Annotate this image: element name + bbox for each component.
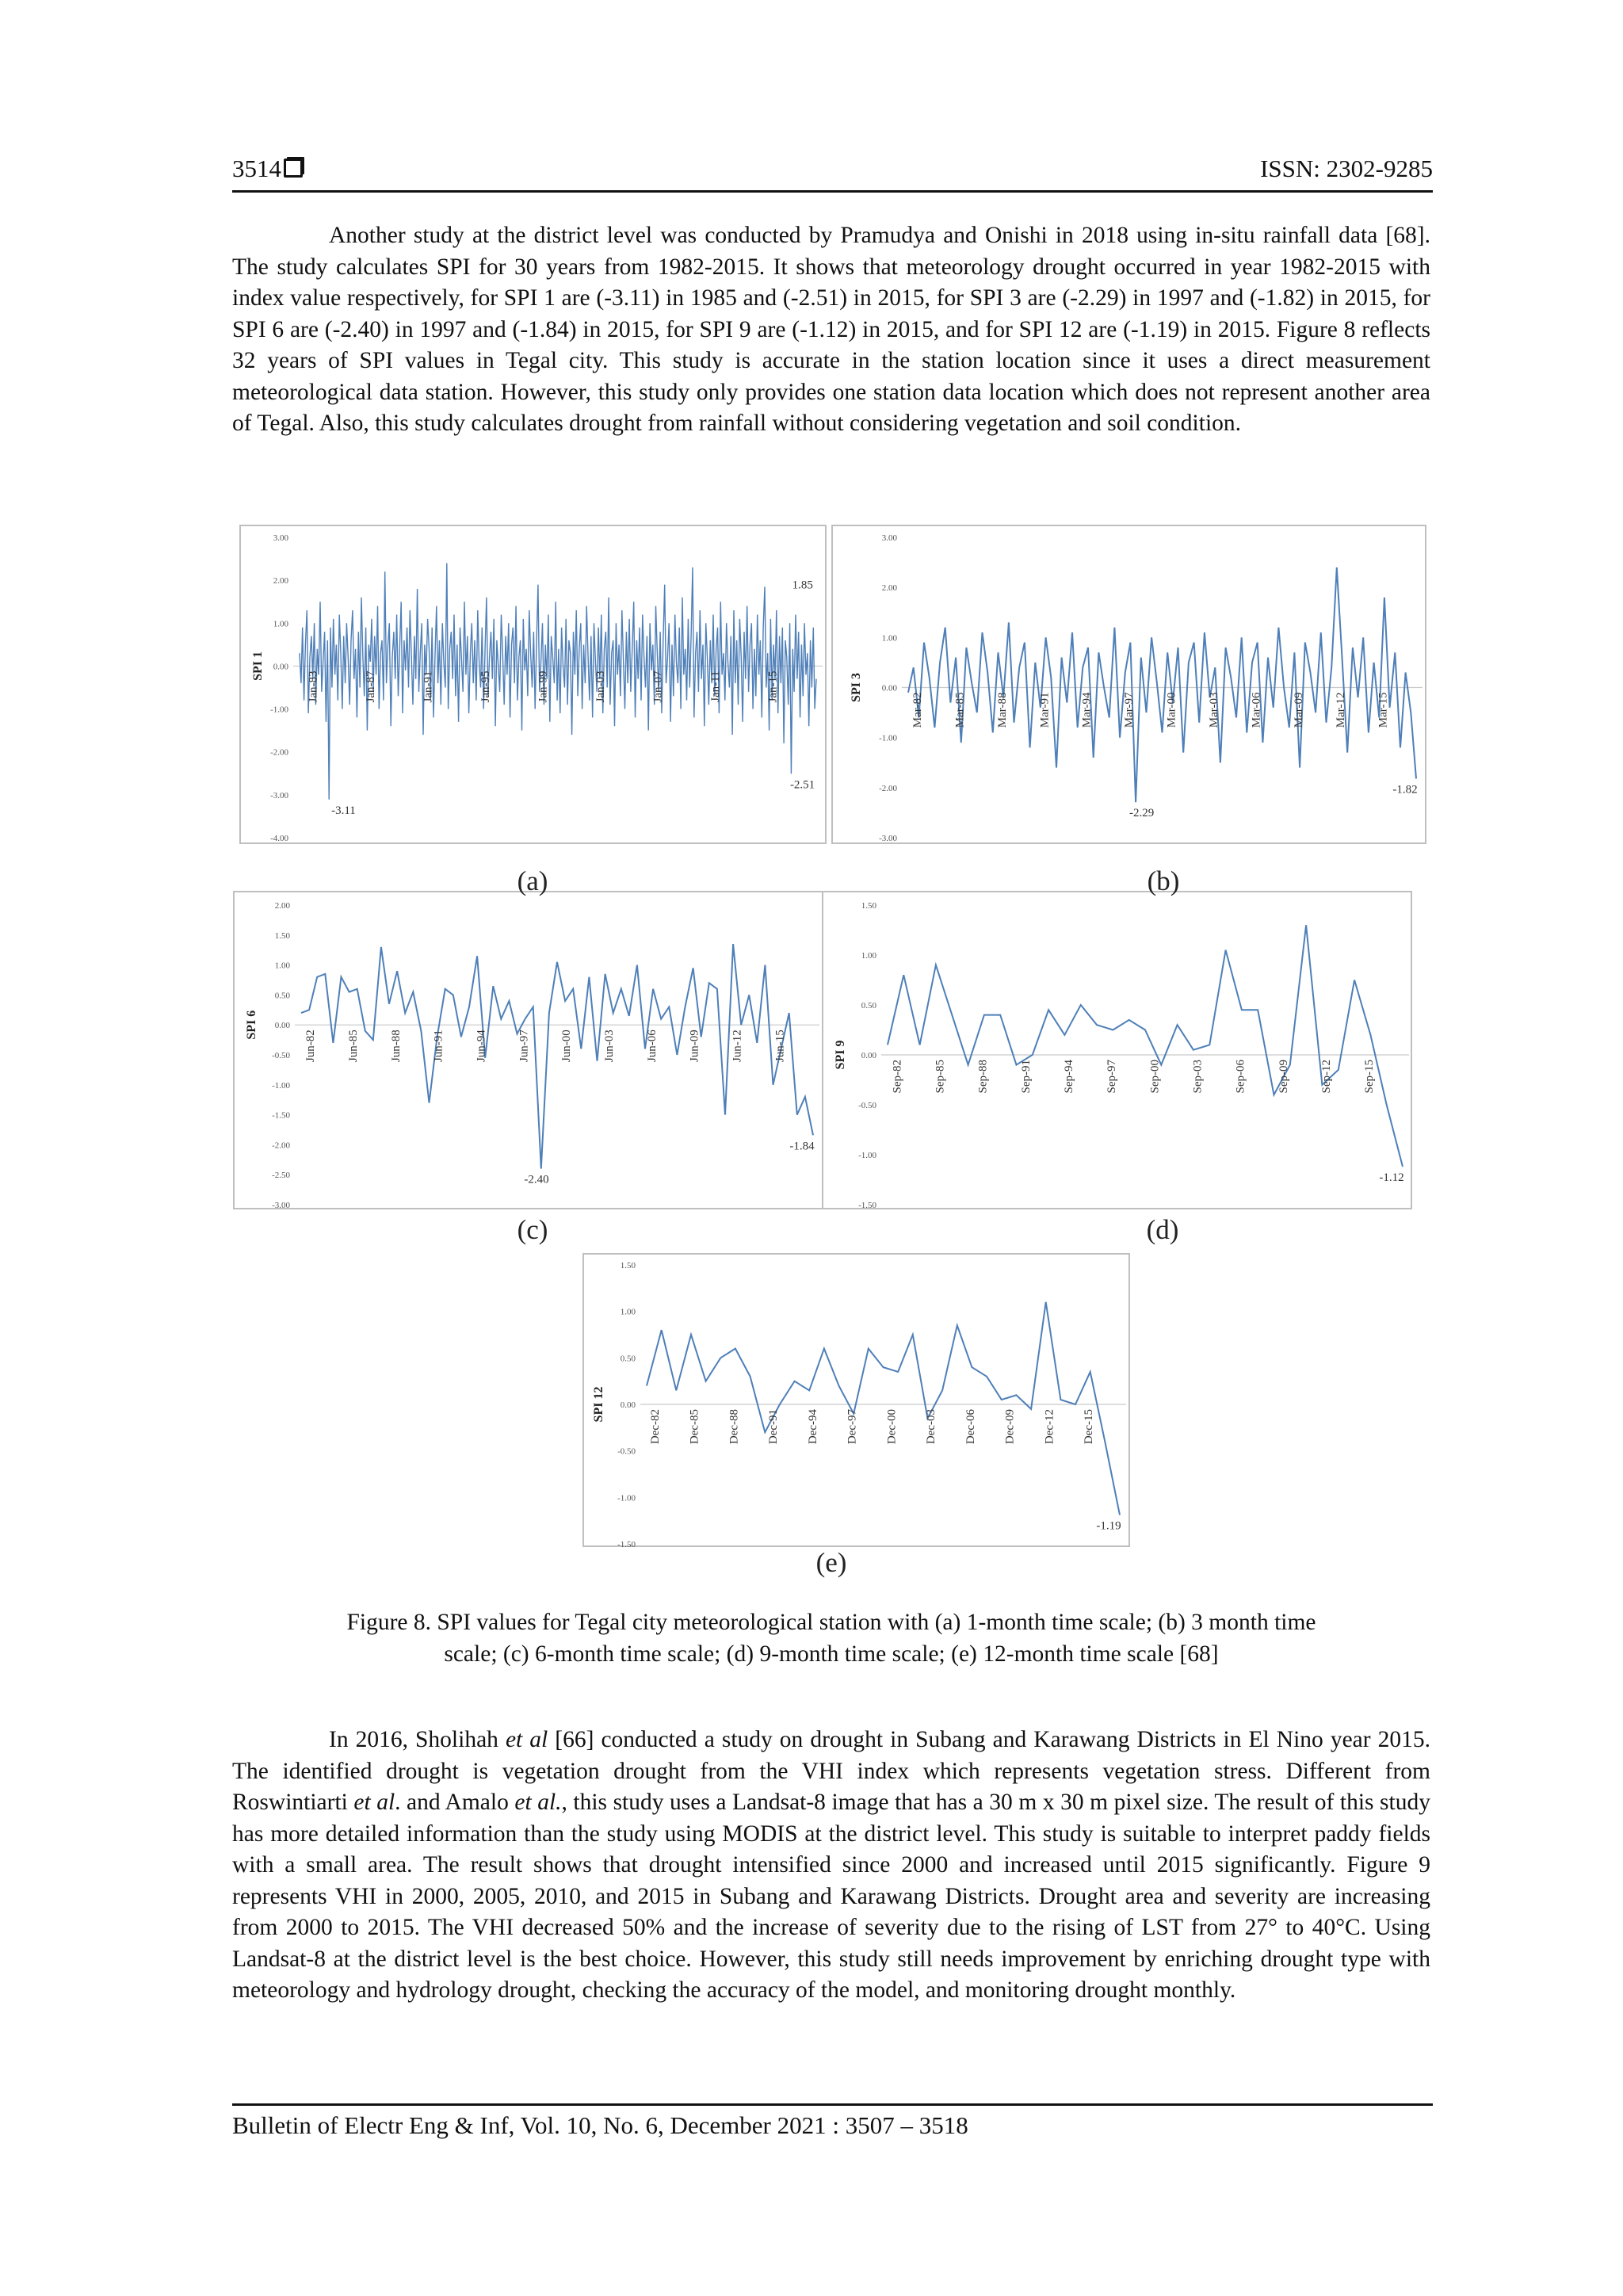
y-tick-label: -1.50 xyxy=(272,1110,290,1121)
y-tick-label: -2.00 xyxy=(879,783,897,793)
y-tick-label: 0.50 xyxy=(274,991,290,1001)
y-tick-label: -1.50 xyxy=(858,1201,876,1210)
y-axis-label: SPI 9 xyxy=(834,1040,847,1070)
x-tick-label: Mar-03 xyxy=(1207,692,1220,728)
y-tick-label: 0.00 xyxy=(620,1400,636,1410)
x-tick-label: Sep-91 xyxy=(1019,1060,1033,1094)
y-tick-label: 1.50 xyxy=(620,1261,636,1270)
x-tick-label: Jun-00 xyxy=(560,1030,574,1063)
x-tick-label: Dec-91 xyxy=(767,1409,781,1445)
y-tick-label: -2.00 xyxy=(270,747,288,758)
x-tick-label: Jan-07 xyxy=(651,670,665,703)
x-tick-label: Jun-94 xyxy=(475,1030,488,1063)
caption-line-2: scale; (c) 6-month time scale; (d) 9-month time scale; (e) 12-month time scale [68] xyxy=(444,1641,1219,1667)
caption-line-1: Figure 8. SPI values for Tegal city meteorological station with (a) 1-month time scale; (b) 3 month time xyxy=(346,1610,1316,1635)
y-tick-label: 2.00 xyxy=(881,583,897,594)
x-tick-label: Sep-97 xyxy=(1106,1060,1119,1094)
value-annotation: -1.84 xyxy=(789,1140,815,1153)
y-tick-label: -3.00 xyxy=(270,790,288,800)
footer-rule xyxy=(232,2103,1433,2106)
y-tick-label: 0.50 xyxy=(861,1001,876,1010)
x-tick-label: Sep-00 xyxy=(1148,1060,1162,1094)
x-tick-label: Mar-88 xyxy=(995,692,1009,728)
y-tick-label: -1.00 xyxy=(270,705,288,715)
x-tick-label: Jan-99 xyxy=(537,670,550,703)
body-paragraph-1: Another study at the district level was conducted by Pramudya and Onishi in 2018 using in-situ rainfall data [68]. The study calculates SPI for 30 years from 1982-2015. It shows that meteorology drought occurred in year 1982-2015 with index value respectively, for SPI 1 are (-3.11) in 1985 and (-2.51) in 2015, for SPI 3 are (-2.29) in 1997 and (-1.82) in 2015, for SPI 6 are (-2.40) in 1997 and (-1.84) in 2015, for SPI 9 are (-1.12) in 2015, and for SPI 12 are (-1.19) in 2015. Figure 8 reflects 32 years of SPI values in Tegal city. This study is accurate in the station location since it uses a direct measurement meteorological data station. However, this study only provides one station data location which does not represent another area of Tegal. Also, this study calculates drought from rainfall without considering vegetation and soil condition. xyxy=(232,223,1430,436)
y-tick-label: -1.00 xyxy=(858,1151,876,1160)
x-tick-label: Dec-03 xyxy=(925,1409,938,1445)
x-tick-label: Jun-82 xyxy=(304,1030,318,1063)
value-annotation: -1.82 xyxy=(1392,783,1418,797)
x-tick-label: Mar-00 xyxy=(1165,692,1178,728)
x-tick-label: Mar-15 xyxy=(1377,692,1390,728)
x-tick-label: Dec-94 xyxy=(806,1409,819,1445)
panel-label: (e) xyxy=(815,1547,847,1578)
y-tick-label: 0.50 xyxy=(620,1354,636,1364)
issn: ISSN: 2302-9285 xyxy=(1260,155,1433,182)
x-tick-label: Jan-95 xyxy=(479,670,493,703)
x-tick-label: Jan-83 xyxy=(307,670,320,703)
panel-label: (b) xyxy=(1147,865,1180,896)
x-tick-label: Dec-00 xyxy=(885,1409,899,1445)
x-tick-label: Dec-85 xyxy=(688,1409,701,1445)
x-tick-label: Sep-15 xyxy=(1363,1060,1377,1094)
x-tick-label: Sep-12 xyxy=(1319,1060,1333,1094)
x-tick-label: Mar-12 xyxy=(1335,692,1348,728)
y-tick-label: -0.50 xyxy=(858,1101,876,1110)
x-tick-label: Sep-06 xyxy=(1234,1060,1247,1094)
page-number: 3514 xyxy=(232,155,303,183)
y-tick-label: -1.50 xyxy=(617,1540,636,1549)
x-tick-label: Jun-03 xyxy=(602,1030,616,1063)
y-tick-label: 0.00 xyxy=(861,1051,876,1060)
y-tick-label: -1.00 xyxy=(617,1493,636,1503)
x-tick-label: Mar-85 xyxy=(953,692,967,728)
y-tick-label: 1.00 xyxy=(861,951,876,961)
y-tick-label: 2.00 xyxy=(274,901,290,911)
y-tick-label: -2.50 xyxy=(272,1171,290,1181)
panel-label: (a) xyxy=(517,865,548,896)
y-tick-label: 2.00 xyxy=(273,576,288,586)
panel-label: (d) xyxy=(1146,1214,1179,1245)
x-tick-label: Jan-15 xyxy=(766,670,780,703)
x-tick-label: Jan-91 xyxy=(422,670,435,703)
y-tick-label: -0.50 xyxy=(617,1446,636,1457)
value-annotation: 1.85 xyxy=(792,579,813,592)
x-tick-label: Dec-09 xyxy=(1003,1409,1017,1445)
body-paragraph-2: In 2016, Sholihah et al [66] conducted a study on drought in Subang and Karawang Districts in El Nino year 2015. The identified drought is vegetation drought from the VHI index which represents vegetation stress. Different from Roswintiarti et al. and Amalo et al., this study uses a Landsat-8 image that has a 30 m x 30 m pixel size. The result of this study has more detailed information than the study using MODIS at the district level. This study is suitable to interpret paddy fields with a small area. The result shows that drought intensified since 2000 and increased until 2015 significantly. Figure 9 represents VHI in 2000, 2005, 2010, and 2015 in Subang and Karawang Districts. Drought area and severity are increasing from 2000 to 2015. The VHI decreased 50% and the increase of severity due to the rising of LST from 27° to 40°C. Using Landsat-8 at the district level is the best choice. However, this study still needs improvement by enriching drought type with meteorology and hydrology drought, checking the accuracy of the model, and monitoring drought monthly. xyxy=(232,1727,1430,2003)
x-tick-label: Dec-06 xyxy=(964,1409,977,1445)
footer-citation: Bulletin of Electr Eng & Inf, Vol. 10, No. 6, December 2021 : 3507 – 3518 xyxy=(232,2111,968,2139)
y-axis-label: SPI 12 xyxy=(592,1386,605,1423)
x-tick-label: Sep-94 xyxy=(1062,1060,1075,1094)
x-tick-label: Dec-97 xyxy=(846,1409,859,1445)
x-tick-label: Jun-85 xyxy=(346,1030,360,1063)
y-tick-label: -4.00 xyxy=(270,834,288,843)
x-tick-label: Sep-09 xyxy=(1277,1060,1290,1094)
y-tick-label: 1.00 xyxy=(273,619,288,629)
x-tick-label: Dec-15 xyxy=(1083,1409,1096,1445)
y-axis-label: SPI 6 xyxy=(245,1010,258,1040)
x-tick-label: Dec-88 xyxy=(727,1409,741,1445)
x-tick-label: Jun-09 xyxy=(688,1030,701,1063)
value-annotation: -2.29 xyxy=(1129,807,1155,820)
y-tick-label: -2.00 xyxy=(272,1140,290,1151)
x-tick-label: Mar-09 xyxy=(1292,692,1305,728)
value-annotation: -2.51 xyxy=(789,778,815,792)
y-tick-label: 3.00 xyxy=(881,533,897,543)
y-tick-label: -3.00 xyxy=(879,834,897,843)
x-tick-label: Mar-97 xyxy=(1123,692,1136,728)
x-tick-label: Jun-12 xyxy=(731,1030,744,1063)
y-tick-label: 3.00 xyxy=(273,533,288,543)
panel-d-frame xyxy=(823,892,1411,1209)
x-tick-label: Mar-06 xyxy=(1250,692,1263,728)
y-tick-label: 0.00 xyxy=(881,683,897,693)
x-tick-label: Dec-12 xyxy=(1043,1409,1056,1445)
y-tick-label: -0.50 xyxy=(272,1051,290,1060)
y-tick-label: 1.00 xyxy=(881,633,897,644)
value-annotation: -2.40 xyxy=(524,1173,549,1186)
x-tick-label: Mar-91 xyxy=(1038,692,1052,728)
x-tick-label: Jun-91 xyxy=(432,1030,445,1063)
y-tick-label: 0.00 xyxy=(273,662,288,672)
x-tick-label: Jun-15 xyxy=(773,1030,787,1063)
y-tick-label: -3.00 xyxy=(272,1201,290,1210)
y-axis-label: SPI 1 xyxy=(251,651,265,681)
x-tick-label: Jun-97 xyxy=(517,1030,531,1063)
x-tick-label: Jun-88 xyxy=(389,1030,403,1063)
y-tick-label: 1.50 xyxy=(274,930,290,941)
x-tick-label: Jan-03 xyxy=(594,670,607,703)
x-tick-label: Mar-94 xyxy=(1080,692,1094,728)
y-tick-label: -1.00 xyxy=(879,733,897,743)
y-tick-label: 0.00 xyxy=(274,1021,290,1031)
y-tick-label: 1.50 xyxy=(861,901,876,911)
x-tick-label: Sep-03 xyxy=(1191,1060,1205,1094)
x-tick-label: Jan-87 xyxy=(365,670,378,703)
panel-label: (c) xyxy=(517,1214,548,1245)
x-tick-label: Sep-85 xyxy=(934,1060,947,1094)
x-tick-label: Jun-06 xyxy=(645,1030,659,1063)
value-annotation: -1.12 xyxy=(1379,1171,1404,1185)
x-tick-label: Jan-11 xyxy=(708,670,722,702)
x-tick-label: Mar-82 xyxy=(911,692,925,728)
y-tick-label: 1.00 xyxy=(620,1307,636,1317)
y-axis-label: SPI 3 xyxy=(850,673,863,702)
x-tick-label: Sep-82 xyxy=(891,1060,904,1094)
y-tick-label: -1.00 xyxy=(272,1080,290,1091)
figure-caption xyxy=(232,1606,1430,1670)
value-annotation: -1.19 xyxy=(1096,1519,1121,1533)
x-tick-label: Sep-88 xyxy=(976,1060,990,1094)
y-tick-label: 1.00 xyxy=(274,961,290,971)
x-tick-label: Dec-82 xyxy=(648,1409,662,1445)
value-annotation: -3.11 xyxy=(331,804,356,817)
